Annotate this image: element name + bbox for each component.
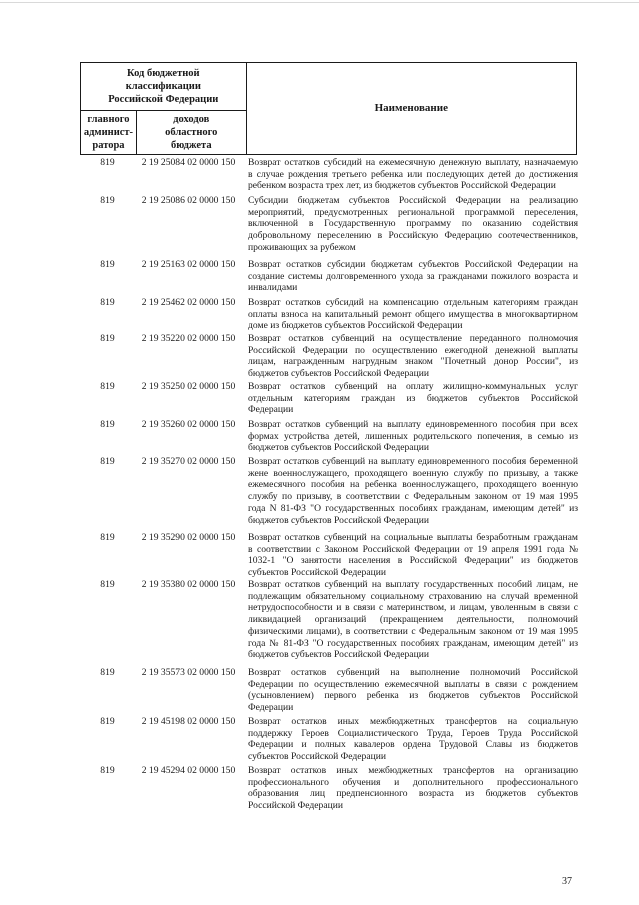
name-line: поддержку Героев Социалистического Труда, Героев Труда Российской [248,727,578,739]
income-code: 2 19 35270 02 0000 150 [141,456,236,467]
table-header [80,62,577,155]
header-income-cell [136,111,246,155]
name-line: Возврат остатков субвенций на выплату государственных пособий лицам, не [248,579,578,590]
row-name [248,716,578,763]
header-admin-cell [81,111,137,155]
name-line: инвалидами [248,282,298,294]
income-code: 2 19 35250 02 0000 150 [141,381,236,392]
name-line: в соответствии с Законом Российской Федерации от 19 апреля 1991 года № [248,543,578,555]
table-row [80,579,580,661]
name-line: Возврат остатков субвенций на осуществление переданного полномочия [248,333,578,344]
admin-code: 819 [100,381,115,392]
name-line: 1032-1 "О занятости населения в Российской Федерации" из бюджетов [248,555,578,567]
scan-edge-top [0,2,639,3]
income-code: 2 19 25462 02 0000 150 [141,297,236,308]
table-row [80,157,580,192]
table-row [80,333,580,380]
admin-code: 819 [100,333,115,344]
row-name [248,765,578,812]
name-line: добровольному переселению в Российскую Федерацию соотечественников, [248,230,578,242]
name-line: года № 81-ФЗ "О государственных пособиях гражданам, имеющим детей" из [248,637,578,649]
row-name [248,419,578,454]
name-line: Возврат остатков субвенций на выплату единовременного пособия беременной [248,456,578,467]
header-income-line-1: доходов [173,114,210,125]
row-name [248,157,578,192]
name-line: жене военнослужащего, проходящего военную службу по призыву, а также [248,467,578,479]
name-line: субъектов Российской Федерации [248,751,386,763]
row-name [248,195,578,254]
table-row [80,259,580,294]
admin-code: 819 [100,259,115,270]
row-name [248,532,578,579]
table-row [80,297,580,332]
row-name [248,297,578,332]
name-line: Возврат остатков субсидии бюджетам субъектов Российской Федерации на [248,259,578,270]
income-code: 2 19 45294 02 0000 150 [141,765,236,776]
income-code: 2 19 25163 02 0000 150 [141,259,236,270]
name-line: Российской Федерации [248,800,343,812]
name-line: ежемесячного пособия на ребенка военнослужащего, проходящего военную [248,479,578,491]
name-line: субъектов Российской Федерации [248,567,386,579]
name-line: бюджетов субъектов Российской Федерации [248,368,429,380]
admin-code: 819 [100,532,115,543]
income-code: 2 19 35573 02 0000 150 [141,667,236,678]
name-line: года N 81-ФЗ "О государственных пособиях гражданам, имеющим детей" из [248,502,578,514]
header-income-line-3: бюджета [170,140,212,151]
name-line: Возврат остатков иных межбюджетных трансфертов на социальную [248,716,578,727]
name-line: проживающих за рубежом [248,241,356,253]
table-row [80,532,580,579]
name-line: ребенком возраста трех лет, из бюджетов субъектов Российской Федерации [248,180,556,192]
header-admin-line-1: главного [87,114,130,125]
name-line: подлежащим обязательному социальному страхованию на случай временной [248,590,578,602]
name-line: Федерации [248,702,294,714]
name-line: оплаты взноса на капитальный ремонт общего имущества в многоквартирном [248,308,578,320]
income-code: 2 19 35220 02 0000 150 [141,333,236,344]
page-number: 37 [562,876,572,887]
name-line: Субсидии бюджетам субъектов Российской Федерации на реализацию [248,195,578,206]
income-code: 2 19 45198 02 0000 150 [141,716,236,727]
header-admin-line-3: ратора [92,140,125,151]
admin-code: 819 [100,297,115,308]
name-line: Возврат остатков субвенций на оплату жилищно-коммунальных услуг [248,381,578,392]
name-line: Возврат остатков субвенций на выполнение полномочий Российской [248,667,578,678]
name-line: профессионального обучения и дополнительного профессионального [248,776,578,788]
table-row [80,667,580,714]
admin-code: 819 [100,579,115,590]
row-name [248,259,578,294]
header-income-line-2: областного [165,127,218,138]
name-line: бюджетов субъектов Российской Федерации [248,514,429,526]
name-line: Российской Федерации по осуществлению ежегодной денежной выплаты [248,344,578,356]
name-line: Возврат остатков субсидий на компенсацию отдельным категориям граждан [248,297,578,308]
name-line: в случае рождения третьего ребенка или последующих детей до достижения [248,168,578,180]
header-group-cell [81,63,247,111]
table-row [80,765,580,812]
name-line: физическими лицами), в соответствии с Федеральным законом от 19 мая 1995 [248,625,578,637]
name-line: Федерации по осуществлению ежемесячной выплаты в связи с рождением [248,678,578,690]
name-line: (усыновлением) первого ребенка из бюджетов субъектов Российской [248,690,578,702]
table-row [80,381,580,416]
name-line: службу по призыву, в соответствии с Федеральным законом от 19 мая 1995 [248,491,578,503]
name-line: доме из бюджетов субъектов Российской Федерации [248,320,463,332]
name-line: создание системы долговременного ухода за гражданами пожилого возраста и [248,270,578,282]
name-line: образования лиц предпенсионного возраста из бюджетов субъектов [248,788,578,800]
name-line: Возврат остатков субвенций на выплату единовременного пособия при всех [248,419,578,430]
name-line: включенной в Государственную программу по оказанию содействия [248,218,578,230]
admin-code: 819 [100,456,115,467]
name-line: Возврат остатков субсидий на ежемесячную денежную выплату, назначаемую [248,157,578,168]
row-name [248,667,578,714]
header-name-cell [246,63,576,155]
income-code: 2 19 35260 02 0000 150 [141,419,236,430]
name-line: Возврат остатков иных межбюджетных трансфертов на организацию [248,765,578,776]
header-name-label: Наименование [374,102,448,114]
row-name [248,456,578,526]
admin-code: 819 [100,419,115,430]
income-code: 2 19 35380 02 0000 150 [141,579,236,590]
header-admin-line-2: админист- [83,127,134,138]
row-name [248,579,578,661]
table-row [80,456,580,526]
name-line: лицам, награжденным нагрудным знаком "Почетный донор России", из [248,356,578,368]
name-line: Возврат остатков субвенций на социальные выплаты безработным гражданам [248,532,578,543]
admin-code: 819 [100,667,115,678]
header-group-title-line-1: Код бюджетной [126,68,200,79]
header-group-title-line-2: классификации [125,81,201,92]
name-line: отдельным категориям граждан из бюджетов субъектов Российской [248,392,578,404]
table-row [80,195,580,254]
income-code: 2 19 35290 02 0000 150 [141,532,236,543]
name-line: бюджетов субъектов Российской Федерации [248,442,429,454]
income-code: 2 19 25084 02 0000 150 [141,157,236,168]
admin-code: 819 [100,716,115,727]
name-line: Федерации и полных кавалеров ордена Трудовой Славы из бюджетов [248,739,578,751]
table-row [80,716,580,763]
admin-code: 819 [100,157,115,168]
admin-code: 819 [100,765,115,776]
admin-code: 819 [100,195,115,206]
table-row [80,419,580,454]
row-name [248,333,578,380]
income-code: 2 19 25086 02 0000 150 [141,195,236,206]
row-name [248,381,578,416]
name-line: формах устройства детей, лишенных родительского попечения, в семью из [248,430,578,442]
name-line: нетрудоспособности и в связи с материнством, и лицам, уволенным в связи с [248,602,578,614]
name-line: Федерации [248,404,294,416]
name-line: бюджетов субъектов Российской Федерации [248,649,429,661]
header-group-title-line-3: Российской Федерации [108,94,219,105]
name-line: мероприятий, предусмотренных региональной программой переселения, [248,206,578,218]
name-line: ликвидацией организаций (прекращением деятельности, полномочий [248,614,578,626]
